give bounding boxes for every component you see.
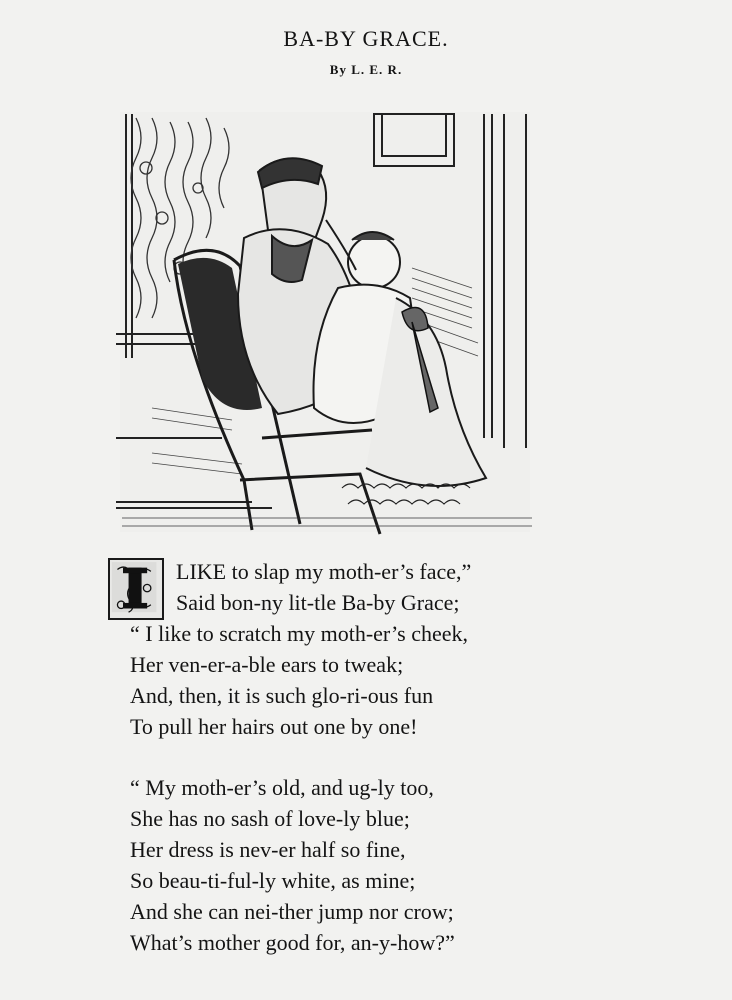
poem-line: “ I like to scratch my moth-er’s cheek, (130, 621, 469, 646)
poem-line: Her ven-er-a-ble ears to tweak; (130, 652, 404, 677)
poem-line: What’s mother good for, an-y-how?” (130, 930, 455, 955)
engraving-illustration (112, 108, 544, 540)
poem-line: Said bon-ny lit-tle Ba-by Grace; (176, 590, 460, 615)
page-title: BA-BY GRACE. (283, 26, 449, 51)
poem (108, 556, 628, 958)
poem-line: So beau-ti-ful-ly white, as mine; (130, 868, 416, 893)
poem-line: And she can nei-ther jump nor crow; (130, 899, 454, 924)
poem-line: “ My moth-er’s old, and ug-ly too, (130, 775, 434, 800)
byline: By L. E. R. (329, 62, 403, 77)
poem-line: LIKE to slap my moth-er’s face,” (176, 559, 472, 584)
poem-line: Her dress is nev-er half so fine, (130, 837, 406, 862)
poem-line: And, then, it is such glo-ri-ous fun (130, 683, 434, 708)
poem-line: To pull her hairs out one by one! (130, 714, 418, 739)
ornamental-dropcap (108, 558, 164, 620)
poem-line: She has no sash of love-ly blue; (130, 806, 410, 831)
